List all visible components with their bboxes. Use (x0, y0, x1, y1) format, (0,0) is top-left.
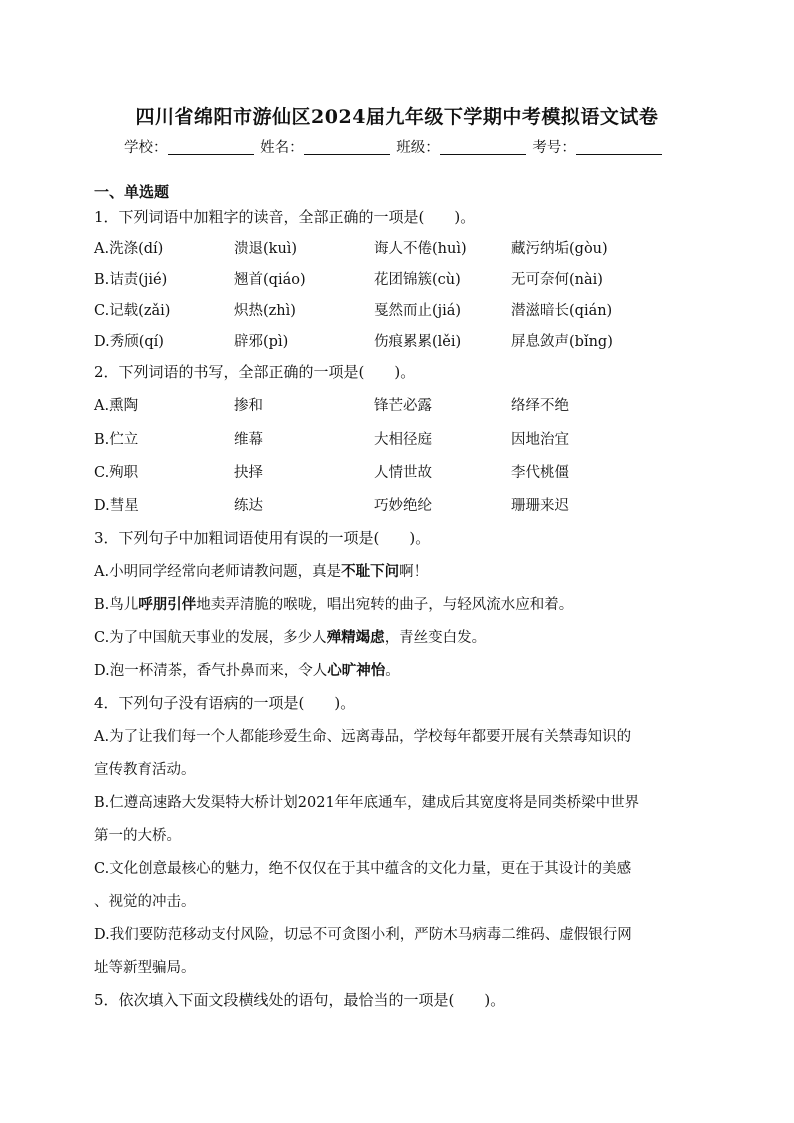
q3-d-bold: 心旷神怡 (327, 662, 386, 679)
q3-b-tail: 地卖弄清脆的喉咙，唱出宛转的曲子，与轻风流水应和着。 (196, 597, 574, 613)
question-2-stem: 2．下列词语的书写，全部正确的一项是( )。 (94, 363, 416, 381)
q4-option-b-line1: B.仁遵高速路大发渠特大桥计划2021年年底通车，建成后其宽度将是同类桥梁中世界 (94, 795, 640, 811)
q2-option-c-1: C.殉职 (94, 465, 139, 481)
q2-option-d-3: 巧妙绝纶 (374, 498, 432, 514)
q2-option-b-4: 因地治宜 (511, 432, 569, 448)
q2-option-b-2: 维幕 (234, 432, 263, 448)
class-label: 班级： (396, 140, 440, 156)
q1-option-c-3: 戛然而止(jiá) (374, 303, 462, 319)
class-blank (440, 140, 526, 155)
q3-a-tail: 啊！ (399, 564, 429, 580)
q2-option-c-2: 抉择 (234, 465, 263, 481)
q3-option-b (94, 593, 573, 614)
q1-option-c-4: 潜滋暗长(qián) (511, 303, 613, 319)
q1-option-d-4: 屏息敛声(bǐng) (511, 334, 613, 350)
q3-c-text: C.为了中国航天事业的发展，多少人 (94, 630, 327, 646)
q1-option-c-2: 炽热(zhì) (234, 303, 296, 319)
q2-option-a-1: A.熏陶 (94, 398, 139, 414)
q1-option-b-1: B.诘责(jié) (94, 272, 168, 288)
q2-option-c-4: 李代桃僵 (511, 465, 569, 481)
q3-c-tail: ，青丝变白发。 (384, 630, 487, 646)
q2-option-a-2: 掺和 (234, 398, 263, 414)
q1-option-a-2: 溃退(kuì) (234, 241, 298, 257)
q1-option-a-3: 诲人不倦(huì) (374, 241, 467, 257)
q4-option-a-line2: 宣传教育活动。 (94, 762, 196, 778)
q1-option-b-4: 无可奈何(nài) (511, 272, 603, 288)
name-blank (304, 140, 390, 155)
q1-option-a-4: 藏污纳垢(gòu) (511, 241, 608, 257)
q3-option-d (94, 659, 400, 680)
q3-a-bold: 不耻下问 (341, 563, 400, 580)
q1-option-a-1: A.洗涤(dí) (94, 241, 164, 257)
q4-option-d-line2: 址等新型骗局。 (94, 960, 196, 976)
q2-option-a-3: 锋芒必露 (374, 398, 432, 414)
name-label: 姓名： (260, 140, 304, 156)
q1-option-d-3: 伤痕累累(lěi) (374, 334, 462, 350)
q2-option-a-4: 络绎不绝 (511, 398, 569, 414)
q3-option-c (94, 626, 486, 647)
q2-option-d-1: D.彗星 (94, 498, 139, 514)
q1-option-b-2: 翘首(qiáo) (234, 272, 306, 288)
q4-option-c-line1: C.文化创意最核心的魅力，绝不仅仅在于其中蕴含的文化力量，更在于其设计的美感 (94, 861, 632, 877)
q2-option-b-3: 大相径庭 (374, 432, 432, 448)
q3-d-text: D.泡一杯清茶，香气扑鼻而来，令人 (94, 663, 328, 679)
q3-d-tail: 。 (385, 663, 400, 679)
section-heading: 一、单选题 (94, 183, 170, 201)
q2-option-d-2: 练达 (234, 498, 263, 514)
question-4-stem: 4．下列句子没有语病的一项是( )。 (94, 694, 356, 712)
q4-option-d-line1: D.我们要防范移动支付风险，切忌不可贪图小利，严防木马病毒二维码、虚假银行网 (94, 927, 632, 943)
q3-b-text: B.鸟儿 (94, 597, 139, 613)
q3-option-a (94, 560, 428, 581)
number-blank (576, 140, 662, 155)
q1-option-c-1: C.记载(zǎi) (94, 303, 171, 319)
q4-option-c-line2: 、视觉的冲击。 (94, 894, 196, 910)
q1-option-d-2: 辟邪(pì) (234, 334, 289, 350)
q3-b-bold: 呼朋引伴 (138, 596, 197, 613)
question-3-stem: 3．下列句子中加粗词语使用有误的一项是( )。 (94, 529, 431, 547)
q1-option-d-1: D.秀颀(qí) (94, 334, 164, 350)
question-1-stem: 1．下列词语中加粗字的读音，全部正确的一项是( )。 (94, 208, 476, 226)
q4-option-a-line1: A.为了让我们每一个人都能珍爱生命、远离毒品，学校每年都要开展有关禁毒知识的 (94, 729, 632, 745)
question-5-stem: 5．依次填入下面文段横线处的语句，最恰当的一项是( )。 (94, 991, 506, 1009)
q2-option-b-1: B.伫立 (94, 432, 139, 448)
q4-option-b-line2: 第一的大桥。 (94, 828, 181, 844)
school-blank (168, 140, 254, 155)
page-title: 四川省绵阳市游仙区2024届九年级下学期中考模拟语文试卷 (135, 106, 659, 128)
q2-option-c-3: 人情世故 (374, 465, 432, 481)
q1-option-b-3: 花团锦簇(cù) (374, 272, 461, 288)
q2-option-d-4: 珊珊来迟 (511, 498, 569, 514)
student-info-line (124, 136, 664, 157)
q3-a-text: A.小明同学经常向老师请教问题，真是 (94, 564, 342, 580)
number-label: 考号： (532, 140, 576, 156)
q3-c-bold: 殚精竭虑 (326, 629, 385, 646)
school-label: 学校： (124, 140, 168, 156)
